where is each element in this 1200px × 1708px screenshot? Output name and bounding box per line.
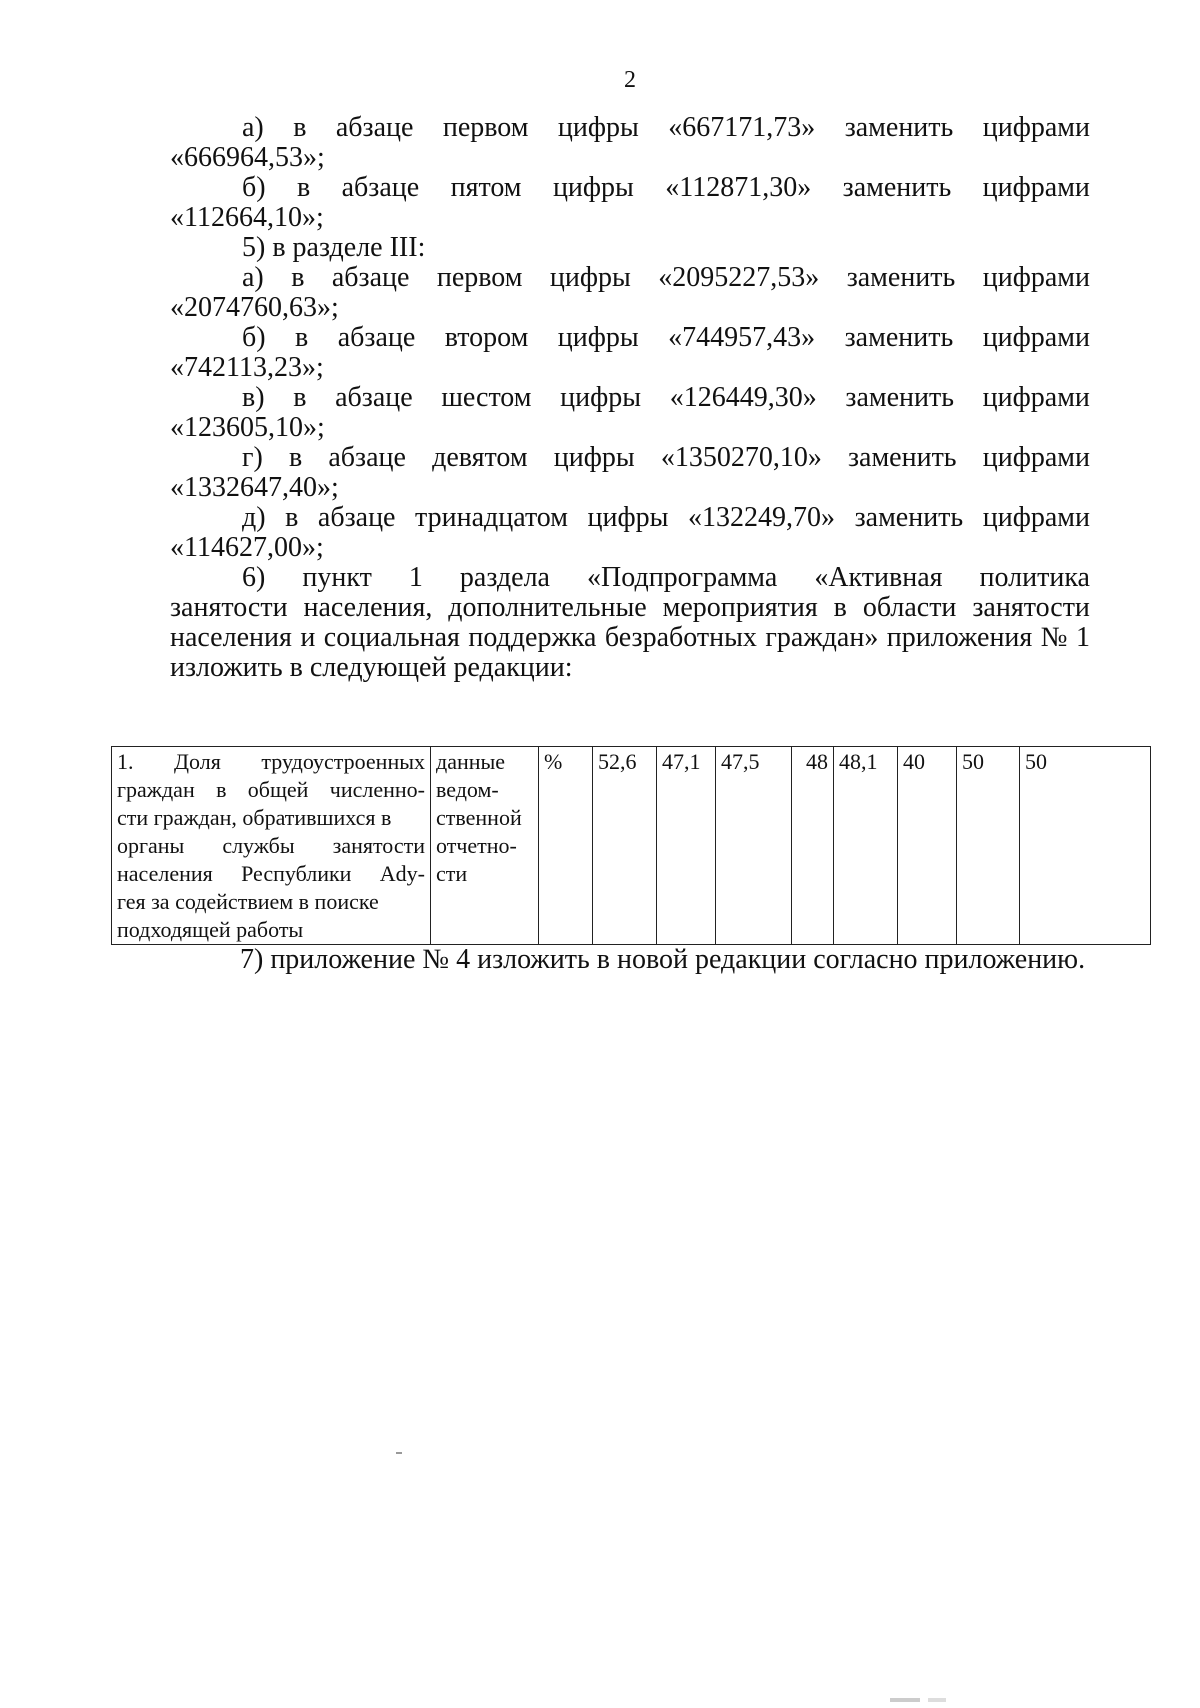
text-line: «742113,23»; xyxy=(170,352,324,383)
text-line: изложить в следующей редакции: xyxy=(170,652,573,683)
text-word: цифрами xyxy=(982,172,1090,203)
cell-text-line: ведом- xyxy=(436,777,499,802)
text-word: мероприятия xyxy=(662,592,818,623)
text-word: цифрами xyxy=(982,322,1090,353)
text-line: «123605,10»; xyxy=(170,412,325,443)
text-word: «112871,30» xyxy=(665,172,812,203)
cell-text-line: ственной xyxy=(436,805,522,830)
text-word: абзаце xyxy=(317,502,396,533)
cell-text-line: отчетно- xyxy=(436,833,517,858)
text-word: дополнительные xyxy=(448,592,647,623)
text-word: 1 xyxy=(1075,622,1090,653)
text-word: политика xyxy=(979,562,1090,593)
text-word: населения xyxy=(170,622,292,653)
cell-text-line: подходящей работы xyxy=(117,917,304,942)
text-line xyxy=(242,382,1090,414)
text-word: в xyxy=(288,442,303,473)
text-word: занятости xyxy=(972,592,1090,623)
text-word: безработных xyxy=(604,622,757,653)
text-word: заменить xyxy=(854,502,964,533)
text-word: и xyxy=(300,622,316,653)
text-word: цифрами xyxy=(982,262,1090,293)
text-word: социальная xyxy=(323,622,460,653)
text-word: поддержка xyxy=(468,622,597,653)
text-word: девятом xyxy=(432,442,528,473)
text-word: первом xyxy=(442,112,529,143)
value-cell: 52,6 xyxy=(593,747,657,945)
text-word: в xyxy=(291,262,305,293)
text-line: «2074760,63»; xyxy=(170,292,339,323)
page-number: 2 xyxy=(624,67,636,93)
text-line: 5) в разделе III: xyxy=(242,232,426,263)
text-word: «667171,73» xyxy=(668,112,816,143)
cell-text-line: населения Республики Ady- xyxy=(117,861,425,886)
text-word: цифры xyxy=(552,172,634,203)
text-word: абзаце xyxy=(335,112,414,143)
text-word: абзаце xyxy=(328,442,406,473)
text-word: «Подпрограмма xyxy=(587,562,778,593)
scan-speck xyxy=(396,1452,402,1454)
text-word: д) xyxy=(242,502,266,533)
table-row xyxy=(112,747,1151,945)
text-word: а) xyxy=(242,112,264,143)
value-cell: 47,5 xyxy=(716,747,792,945)
text-word: в xyxy=(293,382,307,413)
text-line xyxy=(242,322,1090,354)
value-cell: 50 xyxy=(1020,747,1151,945)
cell-text-line: сти xyxy=(436,861,468,886)
text-word: «744957,43» xyxy=(668,322,816,353)
text-word: «1350270,10» xyxy=(660,442,822,473)
text-word: области xyxy=(862,592,957,623)
text-word: 1 xyxy=(408,562,423,593)
text-word: цифры xyxy=(549,262,631,293)
text-word: цифрами xyxy=(982,382,1090,413)
indicator-name-cell xyxy=(112,747,431,945)
text-word: цифрами xyxy=(982,502,1090,533)
text-word: заменить xyxy=(844,322,954,353)
text-word: «2095227,53» xyxy=(658,262,820,293)
text-word: цифры xyxy=(557,322,639,353)
text-word: «132249,70» xyxy=(688,502,836,533)
value-cell: 47,1 xyxy=(657,747,716,945)
cell-text-line: данные xyxy=(436,749,506,774)
final-paragraph: 7) приложение № 4 изложить в новой редакции согласно приложению. xyxy=(240,944,1086,975)
scan-mark xyxy=(890,1698,920,1702)
cell-text-line: 1. Доля трудоустроенных xyxy=(117,749,425,774)
data-source-cell xyxy=(431,747,539,945)
text-line: «1332647,40»; xyxy=(170,472,339,503)
text-word: в xyxy=(833,592,847,623)
text-line xyxy=(242,112,1090,144)
text-word: втором xyxy=(444,322,529,353)
text-word: заменить xyxy=(847,442,957,473)
text-word: цифрами xyxy=(982,112,1090,143)
value-cell: 40 xyxy=(898,747,957,945)
text-word: в xyxy=(293,112,307,143)
text-word: пятом xyxy=(450,172,522,203)
value-cell: 48 xyxy=(792,747,834,945)
text-word: 6) xyxy=(242,562,266,593)
text-line xyxy=(242,172,1090,204)
text-word: абзаце xyxy=(337,322,416,353)
text-word: в) xyxy=(242,382,265,413)
text-word: б) xyxy=(242,322,266,353)
text-word: в xyxy=(285,502,299,533)
text-word: а) xyxy=(242,262,264,293)
text-word: г) xyxy=(242,442,263,473)
text-word: в xyxy=(296,172,311,203)
cell-text-line: органы службы занятости xyxy=(117,833,425,858)
text-word: заменить xyxy=(845,382,955,413)
text-word: цифры xyxy=(587,502,669,533)
scan-mark xyxy=(928,1698,946,1702)
unit-cell: % xyxy=(539,747,593,945)
text-word: заменить xyxy=(846,262,956,293)
text-word: цифры xyxy=(557,112,639,143)
indicator-table xyxy=(111,746,1151,945)
text-word: занятости xyxy=(170,592,288,623)
text-word: цифры xyxy=(560,382,642,413)
text-word: шестом xyxy=(441,382,532,413)
value-cell: 50 xyxy=(957,747,1020,945)
text-word: в xyxy=(295,322,309,353)
text-line: «112664,10»; xyxy=(170,202,324,233)
text-word: приложения xyxy=(886,622,1033,653)
text-line xyxy=(242,502,1090,534)
text-word: первом xyxy=(436,262,523,293)
text-word: б) xyxy=(242,172,266,203)
cell-text-line: гея за содействием в поиске xyxy=(117,889,379,914)
text-word: абзаце xyxy=(335,382,413,413)
text-word: заменить xyxy=(842,172,952,203)
text-word: цифрами xyxy=(982,442,1090,473)
text-line: «666964,53»; xyxy=(170,142,325,173)
text-word: заменить xyxy=(844,112,954,143)
cell-text-line: граждан в общей численно- xyxy=(117,777,425,802)
text-line xyxy=(170,622,1090,654)
text-line xyxy=(242,442,1090,474)
text-word: абзаце xyxy=(341,172,420,203)
text-word: населения, xyxy=(303,592,433,623)
text-line xyxy=(242,562,1090,594)
text-word: пункт xyxy=(302,562,372,593)
text-word: абзаце xyxy=(331,262,410,293)
text-line xyxy=(170,592,1090,624)
text-word: № xyxy=(1040,622,1068,653)
value-cell: 48,1 xyxy=(834,747,898,945)
text-word: «126449,30» xyxy=(669,382,817,413)
text-word: цифры xyxy=(553,442,635,473)
cell-text-line: сти граждан, обратившихся в xyxy=(117,805,392,830)
text-word: граждан» xyxy=(765,622,879,653)
text-line xyxy=(242,262,1090,294)
text-word: тринадцатом xyxy=(415,502,568,533)
text-word: раздела xyxy=(459,562,550,593)
text-word: «Активная xyxy=(814,562,943,593)
text-line: «114627,00»; xyxy=(170,532,324,563)
